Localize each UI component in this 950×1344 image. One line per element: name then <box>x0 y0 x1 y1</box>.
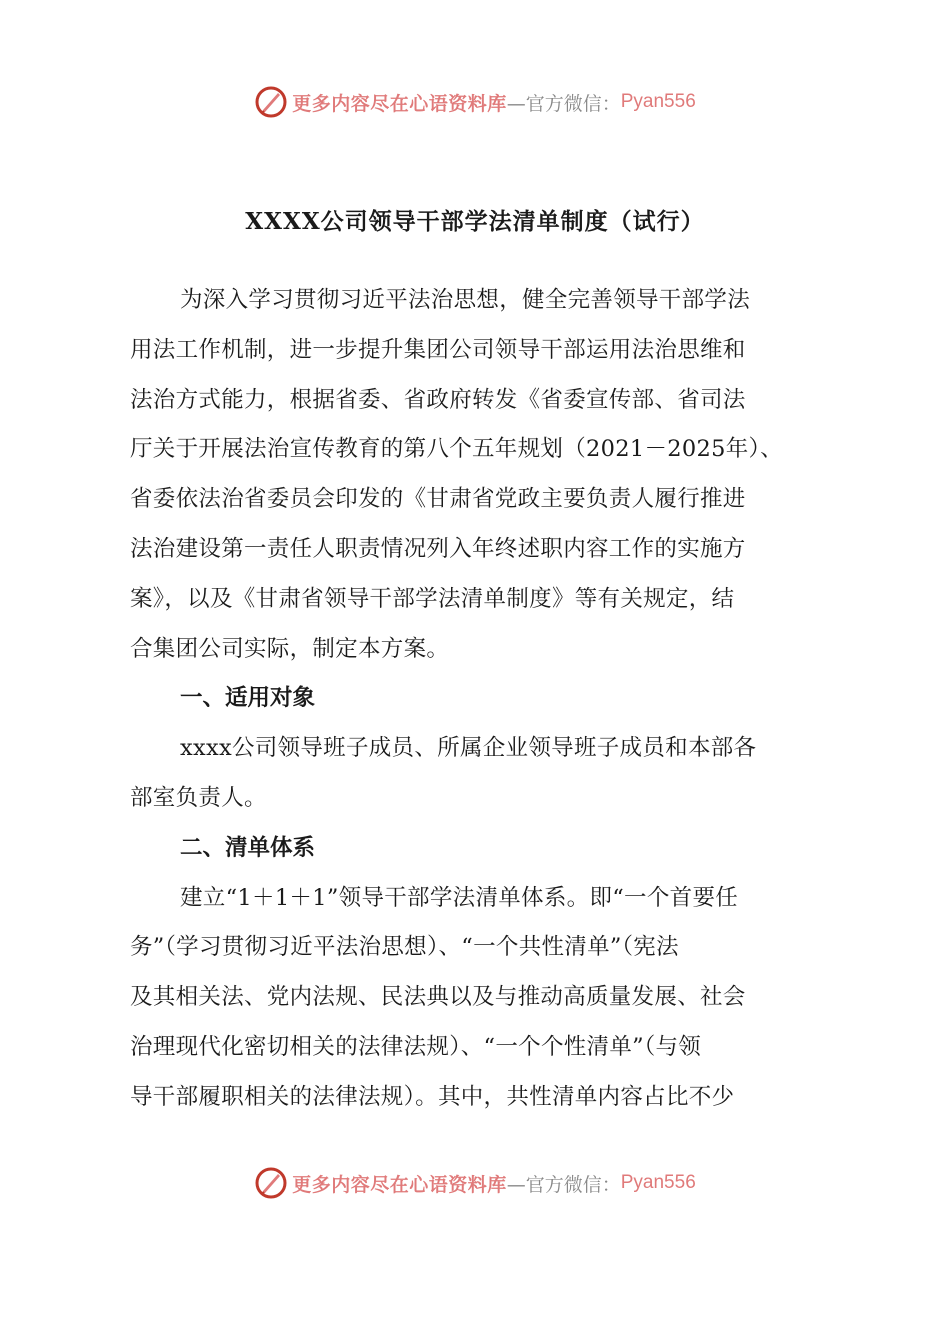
banner-wechat-id: Pyan556 <box>620 1172 696 1193</box>
scope-line: xxxx公司领导班子成员、所属企业领导班子成员和本部各 <box>180 735 757 762</box>
system-line: 及其相关法、党内法规、民法典以及与推动高质量发展、社会 <box>130 984 746 1011</box>
intro-line: 合集团公司实际，制定本方案。 <box>130 635 450 662</box>
intro-line: 为深入学习贯彻习近平法治思想，健全完善领导干部学法 <box>180 287 751 313</box>
quill-logo-icon <box>254 85 288 119</box>
banner-wechat-id: Pyan556 <box>620 91 696 112</box>
quill-logo-icon <box>254 1166 288 1200</box>
footer-banner <box>0 1163 950 1203</box>
document-title: XXXX公司领导干部学法清单制度（试行） <box>245 208 705 235</box>
document-body <box>130 276 830 1123</box>
banner-main-text: 更多内容尽在心语资料库 <box>292 92 507 115</box>
system-line: 治理现代化密切相关的法律法规）、“一个个性清单”（与领 <box>130 1033 702 1060</box>
system-line: 导干部履职相关的法律法规）。其中，共性清单内容占比不少 <box>130 1083 735 1110</box>
banner-main-text: 更多内容尽在心语资料库 <box>292 1173 507 1196</box>
header-banner <box>0 82 950 122</box>
system-line: 建立“1＋1＋1”领导干部学法清单体系。即“一个首要任 <box>180 884 739 911</box>
intro-line: 用法工作机制，进一步提升集团公司领导干部运用法治思维和 <box>130 336 746 363</box>
intro-line: 案》，以及《甘肃省领导干部学法清单制度》等有关规定，结 <box>130 585 735 612</box>
banner-wechat-label: —官方微信： <box>506 1173 621 1196</box>
scope-line: 部室负责人。 <box>130 784 267 811</box>
system-line: 务”（学习贯彻习近平法治思想）、“一个共性清单”（宪法 <box>130 934 679 961</box>
intro-line: 法治方式能力，根据省委、省政府转发《省委宣传部、省司法 <box>130 386 746 413</box>
section-heading-scope: 一、适用对象 <box>180 685 316 712</box>
banner-wechat-label: —官方微信： <box>506 92 621 115</box>
intro-line: 省委依法治省委员会印发的《甘肃省党政主要负责人履行推进 <box>130 486 746 513</box>
section-heading-system: 二、清单体系 <box>180 834 316 861</box>
intro-line: 厅关于开展法治宣传教育的第八个五年规划（2021－2025年）、 <box>130 436 783 463</box>
intro-line: 法治建设第一责任人职责情况列入年终述职内容工作的实施方 <box>130 535 746 562</box>
